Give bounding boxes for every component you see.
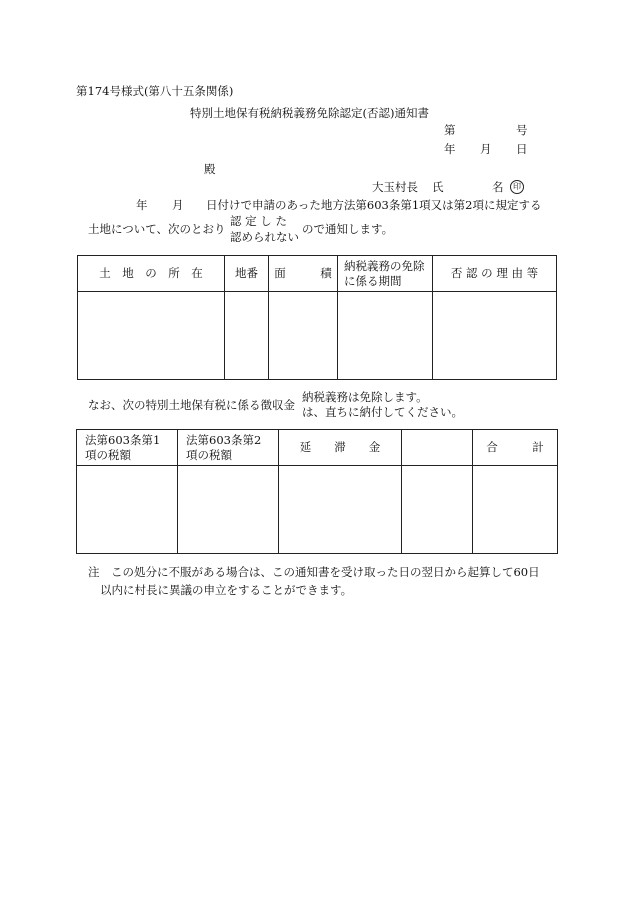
cell-location [78, 292, 225, 380]
header-denial-reason: 否 認 の 理 由 等 [433, 256, 557, 292]
cell-area [269, 292, 338, 380]
middle-prefix: なお、次の特別土地保有税に係る徴収金 [88, 398, 295, 412]
land-table-row [78, 292, 557, 380]
header-tax-para1: 法第603条第1項の税額 [77, 430, 178, 466]
body-year: 年 [136, 198, 148, 212]
tax-table [76, 429, 558, 554]
cell-tax-para2 [178, 466, 279, 554]
cell-tax-para1 [77, 466, 178, 554]
body-line2-option-2: 認められない [230, 230, 299, 244]
header-exemption-period: 納税義務の免除に係る期間 [338, 256, 433, 292]
cell-late-fee [279, 466, 402, 554]
cell-exemption-period [338, 292, 433, 380]
number-dai: 第 [444, 123, 456, 137]
issuer-title: 大玉村長 [372, 180, 418, 194]
header-area: 面 積 [269, 256, 338, 292]
cell-total [473, 466, 558, 554]
body-line2-option-1: 認 定 し た [230, 214, 287, 228]
middle-option-2: は、直ちに納付してください。 [302, 405, 463, 419]
cell-blank [402, 466, 473, 554]
date-day: 日 [516, 142, 528, 156]
body-line2-prefix: 土地について、次のとおり [88, 222, 226, 236]
cell-denial-reason [433, 292, 557, 380]
header-tax-para2: 法第603条第2項の税額 [178, 430, 279, 466]
date-year: 年 [444, 142, 456, 156]
land-table-header [78, 256, 557, 292]
issuer-name-label-1: 氏 [432, 180, 444, 194]
document-title: 特別土地保有税納税義務免除認定(否認)通知書 [190, 106, 429, 120]
body-month: 月 [172, 198, 184, 212]
tax-table-header [77, 430, 558, 466]
land-table [77, 255, 557, 380]
issuer-name-label-2: 名 [492, 180, 504, 194]
body-line1: 日付けで申請のあった地方法第603条第1項又は第2項に規定する [206, 198, 542, 212]
middle-option-1: 納税義務は免除します。 [302, 390, 428, 404]
header-blank [402, 430, 473, 466]
tax-table-row [77, 466, 558, 554]
date-month: 月 [480, 142, 492, 156]
number-go: 号 [516, 123, 528, 137]
addressee-suffix: 殿 [204, 162, 216, 176]
header-location: 土 地 の 所 在 [78, 256, 225, 292]
header-late-fee: 延 滞 金 [279, 430, 402, 466]
form-number: 第174号様式(第八十五条関係) [76, 84, 234, 98]
body-line2-suffix: ので通知します。 [302, 222, 394, 236]
header-lot-number: 地番 [225, 256, 269, 292]
seal [506, 179, 524, 194]
note-line-1: 注 この処分に不服がある場合は、この通知書を受け取った日の翌日から起算して60日 [88, 565, 540, 579]
cell-lot-number [225, 292, 269, 380]
seal-icon: 印 [510, 180, 524, 194]
note-line-2: 以内に村長に異議の申立をすることができます。 [100, 583, 353, 597]
header-total: 合 計 [473, 430, 558, 466]
